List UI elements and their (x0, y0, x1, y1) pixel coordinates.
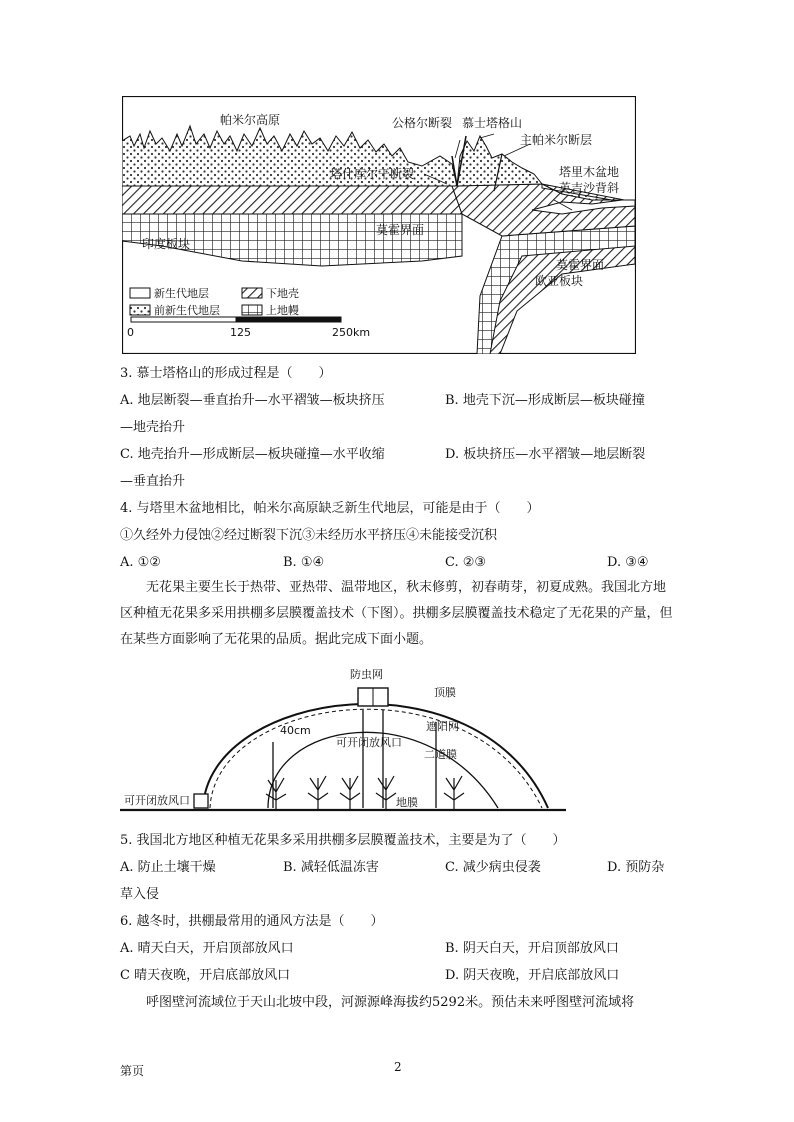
legend-pre-cenozoic: 前新生代地层 (154, 304, 220, 317)
label-pamir-plateau: 帕米尔高原 (220, 113, 281, 127)
label-eurasian-plate: 欧亚板块 (535, 274, 584, 288)
label-insect-net: 防虫网 (350, 668, 383, 681)
question-6-option-d: D. 阴天夜晚，开启底部放风口 (445, 968, 620, 983)
label-second-film: 二道膜 (424, 748, 457, 761)
question-3-option-d: D. 板块挤压—水平褶皱—地层断裂 (445, 447, 646, 462)
label-vent-inner: 可开闭放风口 (336, 736, 402, 749)
question-5-option-c: C. 减少病虫侵袭 (445, 860, 541, 875)
question-4-statements: ①久经外力侵蚀②经过断裂下沉③未经历水平挤压④未能接受沉积 (120, 528, 498, 543)
label-ground-film: 地膜 (396, 796, 418, 809)
question-3-option-b-cont: —地壳抬升 (120, 420, 186, 435)
label-main-pamir-fault: 主帕米尔断层 (520, 133, 593, 147)
question-5-option-d-cont: 草入侵 (120, 887, 160, 902)
question-6-stem: 6. 越冬时，拱棚最常用的通风方法是（ ） (120, 914, 384, 929)
question-6-option-c: C 晴天夜晚，开启底部放风口 (120, 968, 291, 983)
scale-250km: 250km (332, 326, 371, 339)
next-passage: 呼图壁河流域位于天山北坡中段，河源源峰海拔约5292米。预估未来呼图壁河流域将 (146, 995, 635, 1010)
label-shade-net: 遮阳网 (426, 720, 459, 733)
footer-page-label: 第页 (120, 1064, 145, 1078)
label-moho-1: 莫霍界面 (376, 223, 425, 237)
question-3-stem: 3. 慕士塔格山的形成过程是（ ） (120, 366, 332, 381)
legend-lower-crust: 下地壳 (266, 287, 299, 300)
label-muztagh-mountain: 慕士塔格山 (462, 116, 523, 130)
question-5-option-a: A. 防止土壤干燥 (120, 860, 216, 875)
label-tarim-basin: 塔里木盆地 (559, 165, 620, 179)
label-yingjisha-anticline: 英吉沙背斜 (559, 181, 620, 195)
question-5-stem: 5. 我国北方地区种植无花果多采用拱棚多层膜覆盖技术，主要是为了（ ） (120, 833, 566, 848)
label-vent-bottom: 可开闭放风口 (124, 794, 190, 807)
greenhouse-diagram-figure (118, 660, 568, 820)
question-4-option-d: D. ③④ (607, 555, 649, 570)
label-40cm: 40cm (280, 724, 311, 737)
question-3-option-a: A. 地层断裂—垂直抬升—水平褶皱—板块挤压 (120, 393, 385, 408)
question-3-option-d-cont: —垂直抬升 (120, 474, 186, 489)
question-6-option-a: A. 晴天白天，开启顶部放风口 (120, 941, 294, 956)
label-india-plate: 印度板块 (142, 237, 191, 251)
question-4-option-c: C. ②③ (445, 555, 487, 570)
legend-upper-mantle: 上地幔 (266, 304, 299, 317)
label-moho-2: 莫霍界面 (556, 258, 605, 272)
question-5-option-d: D. 预防杂 (607, 860, 665, 875)
question-4-option-b: B. ①④ (283, 555, 325, 570)
question-5-option-b: B. 减轻低温冻害 (283, 860, 379, 875)
question-6-option-b: B. 阴天白天，开启顶部放风口 (445, 941, 619, 956)
footer-page-number: 2 (394, 1060, 402, 1074)
label-gongger-fault: 公格尔断裂 (392, 116, 453, 130)
scale-125: 125 (230, 326, 251, 339)
question-4-option-a: A. ①② (120, 555, 161, 570)
fig-passage: 无花果主要生长于热带、亚热带、温带地区，秋末修剪，初春萌芽，初夏成熟。我国北方地区种植无花果多采用拱棚多层膜覆盖技术（下图）。拱棚多层膜覆盖技术稳定了无花果的产量，但在某些方面影响了无花果的品质。据此完成下面小题。 (120, 580, 673, 647)
question-4-stem: 4. 与塔里木盆地相比，帕米尔高原缺乏新生代地层，可能是由于（ ） (120, 501, 540, 516)
scale-zero: 0 (127, 326, 134, 339)
label-top-film: 顶膜 (434, 686, 456, 699)
question-3-option-b: B. 地壳下沉—形成断层—板块碰撞 (445, 393, 645, 408)
geologic-cross-section-figure (122, 96, 636, 354)
legend-cenozoic: 新生代地层 (154, 287, 209, 300)
question-3-option-c: C. 地壳抬升—形成断层—板块碰撞—水平收缩 (120, 447, 385, 462)
label-tashkurgan-fault: 塔什库尔干断裂 (330, 167, 415, 181)
